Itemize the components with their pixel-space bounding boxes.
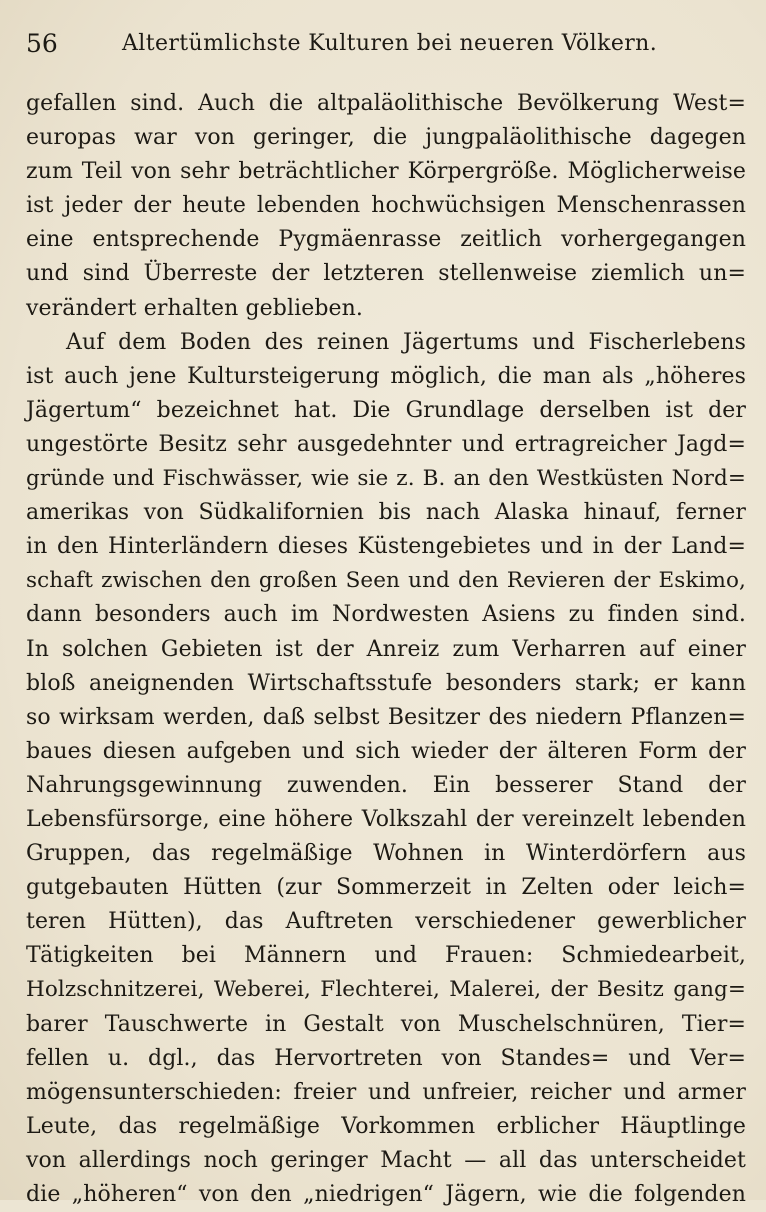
text-line: fellen u. dgl., das Hervortreten von Standes= und Ver= <box>26 1045 746 1071</box>
text-line: verändert erhalten geblieben. <box>26 295 364 321</box>
text-line: Nahrungsgewinnung zuwenden. Ein besserer Stand der <box>26 772 746 798</box>
text-line: baues diesen aufgeben und sich wieder der älteren Form der <box>26 738 746 764</box>
page-header <box>26 26 740 62</box>
text-line: Tätigkeiten bei Männern und Frauen: Schmiedearbeit, <box>26 943 746 969</box>
text-line: dann besonders auch im Nordwesten Asiens zu finden sind. <box>26 602 746 628</box>
body-text <box>26 87 746 1207</box>
text-line: barer Tauschwerte in Gestalt von Muschelschnüren, Tier= <box>26 1011 746 1037</box>
text-line: europas war von geringer, die jungpaläolithische dagegen <box>26 125 746 151</box>
text-line: gutgebauten Hütten (zur Sommerzeit in Zelten oder leich= <box>26 875 746 901</box>
text-line: Holzschnitzerei, Weberei, Flechterei, Malerei, der Besitz gang= <box>26 977 746 1003</box>
text-line: gefallen sind. Auch die altpaläolithische Bevölkerung West= <box>26 91 746 116</box>
text-line: gründe und Fischwässer, wie sie z. B. an den Westküsten Nord= <box>26 466 746 492</box>
text-line: teren Hütten), das Auftreten verschiedener gewerblicher <box>26 909 746 935</box>
text-line: in den Hinterländern dieses Küstengebietes und in der Land= <box>26 534 746 560</box>
text-line: amerikas von Südkalifornien bis nach Alaska hinauf, ferner <box>26 500 746 526</box>
text-line: so wirksam werden, daß selbst Besitzer des niedern Pflanzen= <box>26 704 746 730</box>
text-line: bloß aneignenden Wirtschaftsstufe besonders stark; er kann <box>26 670 746 696</box>
text-line: Leute, das regelmäßige Vorkommen erblicher Häuptlinge <box>26 1113 746 1139</box>
text-line: Jägertum“ bezeichnet hat. Die Grundlage derselben ist der <box>26 397 746 423</box>
running-head: Altertümlichste Kulturen bei neueren Völkern. <box>122 31 658 56</box>
text-line: In solchen Gebieten ist der Anreiz zum Verharren auf einer <box>26 636 746 662</box>
text-line: zum Teil von sehr beträchtlicher Körpergröße. Möglicherweise <box>26 159 746 185</box>
text-line: ungestörte Besitz sehr ausgedehnter und ertragreicher Jagd= <box>26 431 746 457</box>
text-line: schaft zwischen den großen Seen und den Revieren der Eskimo, <box>26 568 746 594</box>
text-line: ist auch jene Kultursteigerung möglich, die man als „höheres <box>26 363 746 389</box>
page-number: 56 <box>26 29 58 58</box>
text-line: ist jeder der heute lebenden hochwüchsigen Menschenrassen <box>26 193 746 219</box>
text-line: und sind Überreste der letzteren stellenweise ziemlich un= <box>26 261 746 287</box>
text-line: mögensunterschieden: freier und unfreier, reicher und armer <box>26 1079 746 1105</box>
paragraph-start-line: Auf dem Boden des reinen Jägertums und Fischerlebens <box>66 329 746 355</box>
text-line: Lebensfürsorge, eine höhere Volkszahl der vereinzelt lebenden <box>26 806 746 832</box>
text-line: von allerdings noch geringer Macht — all das unterscheidet <box>26 1147 746 1173</box>
text-line: die „höheren“ von den „niedrigen“ Jägern, wie die folgenden <box>26 1182 746 1207</box>
text-line: eine entsprechende Pygmäenrasse zeitlich vorhergegangen <box>26 227 746 253</box>
text-line: Gruppen, das regelmäßige Wohnen in Winterdörfern aus <box>26 841 746 867</box>
